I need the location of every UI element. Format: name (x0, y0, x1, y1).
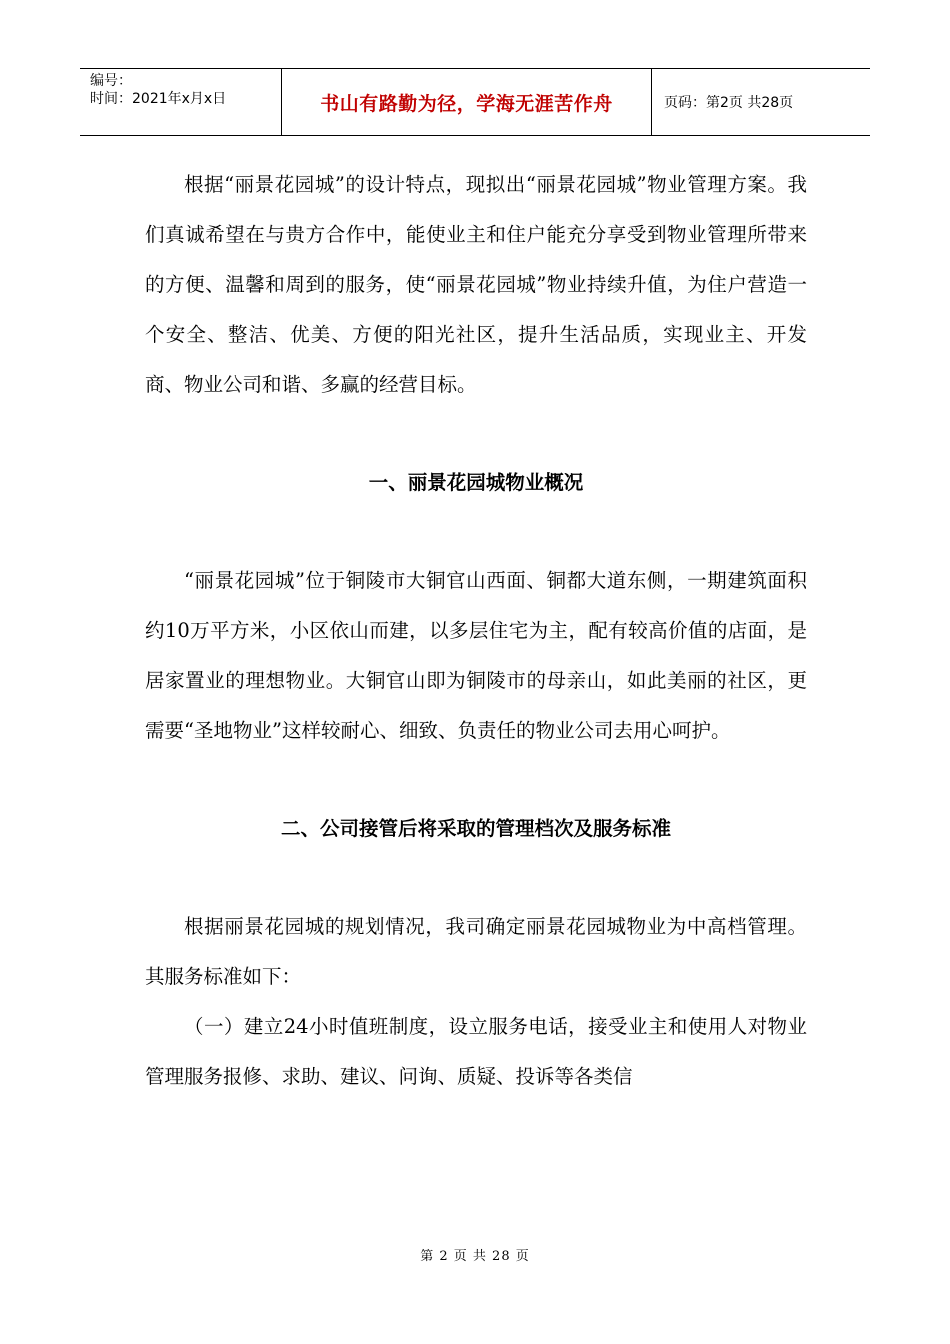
section-2-paragraph-1: 根据丽景花园城的规划情况，我司确定丽景花园城物业为中高档管理。其服务标准如下： (145, 915, 807, 988)
header-motto: 书山有路勤为径，学海无涯苦作舟 (282, 69, 652, 135)
document-time-label: 时间：2021年x月x日 (90, 91, 227, 107)
section-2-paragraph-2: （一）建立24小时值班制度，设立服务电话，接受业主和使用人对物业管理服务报修、求助、建议、问询、质疑、投诉等各类信 (145, 1015, 807, 1088)
intro-paragraph: 根据“丽景花园城”的设计特点，现拟出“丽景花园城”物业管理方案。我们真诚希望在与贵方合作中，能使业主和住户能充分享受到物业管理所带来的方便、温馨和周到的服务，使“丽景花园城”物业持续升值，为住户营造一个安全、整洁、优美、方便的阳光社区，提升生活品质，实现业主、开发商、物业公司和谐、多赢的经营目标。 (145, 173, 807, 396)
document-number-label: 编号： (90, 73, 132, 89)
header-meta (80, 69, 282, 135)
header-page-info: 页码：第2页 共28页 (664, 95, 794, 111)
document-body (145, 160, 807, 1102)
section-1-paragraph: “丽景花园城”位于铜陵市大铜官山西面、铜都大道东侧，一期建筑面积约10万平方米，小区依山而建，以多层住宅为主，配有较高价值的店面，是居家置业的理想物业。大铜官山即为铜陵市的母亲山，如此美丽的社区，更需要“圣地物业”这样较耐心、细致、负责任的物业公司去用心呵护。 (145, 569, 807, 742)
document-header (80, 68, 870, 136)
page-footer: 第 2 页 共 28 页 (420, 1249, 530, 1264)
section-1-title: 一、丽景花园城物业概况 (368, 471, 584, 494)
section-2-title: 二、公司接管后将采取的管理档次及服务标准 (280, 817, 671, 840)
